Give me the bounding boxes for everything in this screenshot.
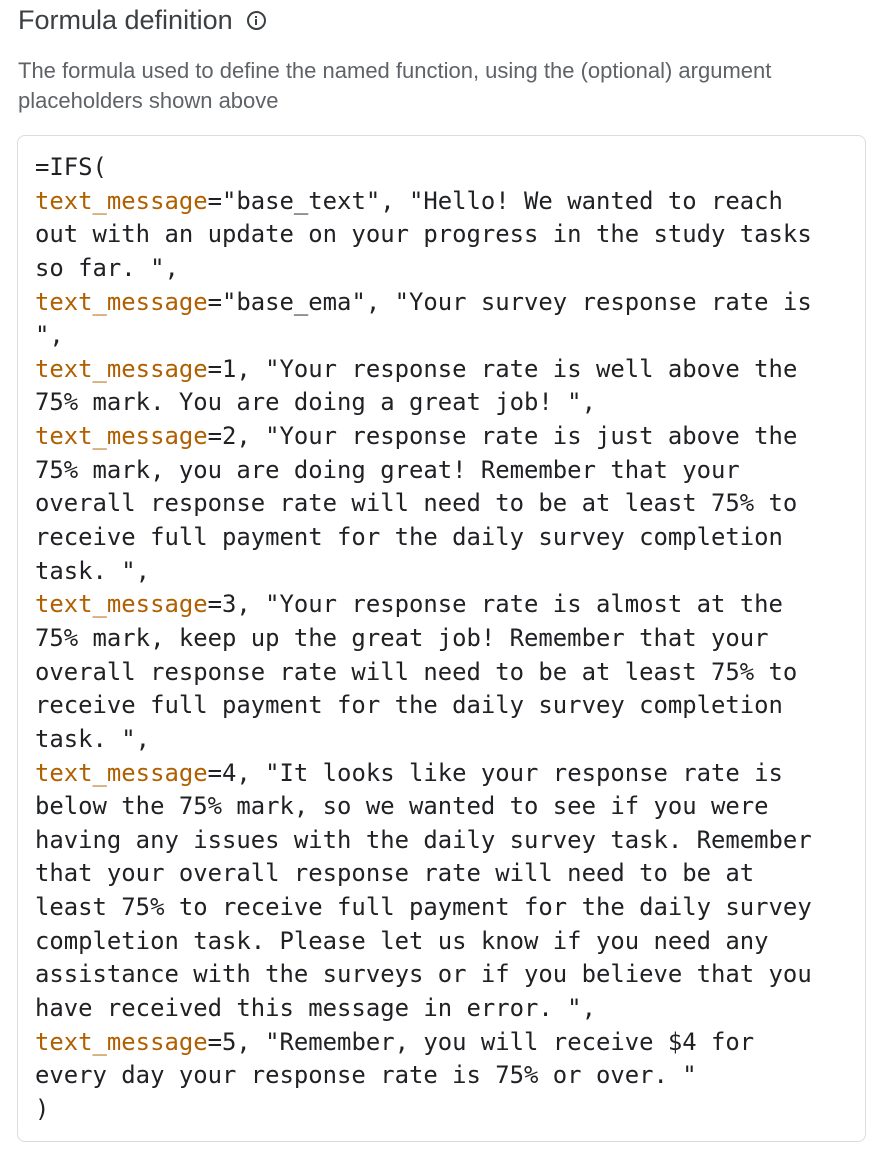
formula-text: =1, "Your response rate is well above the: [207, 354, 798, 383]
formula-line: [35, 218, 865, 252]
formula-text: ): [35, 1094, 50, 1123]
formula-line: [35, 454, 865, 488]
formula-text: =5, "Remember, you will receive $4 for: [207, 1027, 755, 1056]
formula-text: =4, "It looks like your response rate is: [207, 758, 783, 787]
formula-line: [35, 487, 865, 521]
formula-line: [35, 622, 865, 656]
formula-text: having any issues with the daily survey task. Remember: [35, 825, 812, 854]
section-description: The formula used to define the named function, using the (optional) argument placeholders shown above: [18, 58, 772, 113]
formula-text: task. ",: [35, 556, 151, 585]
formula-line: [35, 723, 865, 757]
formula-line: [35, 185, 865, 219]
formula-text: ="base_ema", "Your survey response rate is: [207, 287, 812, 316]
argument-placeholder: text_message: [35, 186, 208, 215]
formula-code[interactable]: [35, 151, 865, 1127]
formula-text: overall response rate will need to be at least 75% to: [35, 489, 798, 518]
formula-line: [35, 958, 865, 992]
formula-text: assistance with the surveys or if you believe that you: [35, 960, 812, 989]
formula-text: overall response rate will need to be at least 75% to: [35, 657, 798, 686]
formula-line: [35, 151, 865, 185]
formula-editor[interactable]: [17, 135, 866, 1142]
formula-line: [35, 386, 865, 420]
formula-line: [35, 588, 865, 622]
formula-text: ="base_text", "Hello! We wanted to reach: [207, 186, 783, 215]
formula-line: [35, 353, 865, 387]
formula-line: [35, 656, 865, 690]
formula-line: [35, 891, 865, 925]
argument-placeholder: text_message: [35, 354, 208, 383]
formula-text: so far. ",: [35, 253, 179, 282]
formula-line: [35, 319, 865, 353]
formula-text: =2, "Your response rate is just above the: [207, 422, 798, 451]
formula-line: [35, 790, 865, 824]
formula-text: 75% mark. You are doing a great job! ",: [35, 388, 596, 417]
section-title: [18, 0, 266, 40]
formula-line: [35, 757, 865, 791]
formula-text: ",: [35, 321, 64, 350]
formula-text: that your overall response rate will need to be at: [35, 859, 755, 888]
argument-placeholder: text_message: [35, 1027, 208, 1056]
formula-line: [35, 1093, 865, 1127]
formula-text: below the 75% mark, so we wanted to see if you were: [35, 792, 769, 821]
formula-text: task. ",: [35, 724, 151, 753]
formula-text: have received this message in error. ",: [35, 994, 596, 1023]
argument-placeholder: text_message: [35, 758, 208, 787]
formula-line: [35, 555, 865, 589]
formula-line: [35, 252, 865, 286]
formula-text: =3, "Your response rate is almost at the: [207, 590, 783, 619]
formula-text: least 75% to receive full payment for the daily survey: [35, 893, 812, 922]
formula-line: [35, 1059, 865, 1093]
formula-line: [35, 286, 865, 320]
formula-line: [35, 925, 865, 959]
argument-placeholder: text_message: [35, 287, 208, 316]
formula-text: every day your response rate is 75% or over. ": [35, 1061, 697, 1090]
formula-line: [35, 521, 865, 555]
formula-line: [35, 689, 865, 723]
formula-text: completion task. Please let us know if you need any: [35, 926, 769, 955]
section-title-text: Formula definition: [18, 4, 233, 35]
argument-placeholder: text_message: [35, 422, 208, 451]
formula-text: receive full payment for the daily survey completion: [35, 691, 783, 720]
formula-line: [35, 420, 865, 454]
formula-line: [35, 992, 865, 1026]
formula-text: out with an update on your progress in the study tasks: [35, 220, 812, 249]
formula-line: [35, 1026, 865, 1060]
formula-text: receive full payment for the daily survey completion: [35, 523, 783, 552]
formula-text: 75% mark, you are doing great! Remember that your: [35, 455, 740, 484]
formula-text: =IFS(: [35, 153, 107, 181]
formula-line: [35, 824, 865, 858]
info-icon[interactable]: [247, 11, 266, 30]
formula-line: [35, 857, 865, 891]
argument-placeholder: text_message: [35, 590, 208, 619]
formula-text: 75% mark, keep up the great job! Remember that your: [35, 623, 769, 652]
